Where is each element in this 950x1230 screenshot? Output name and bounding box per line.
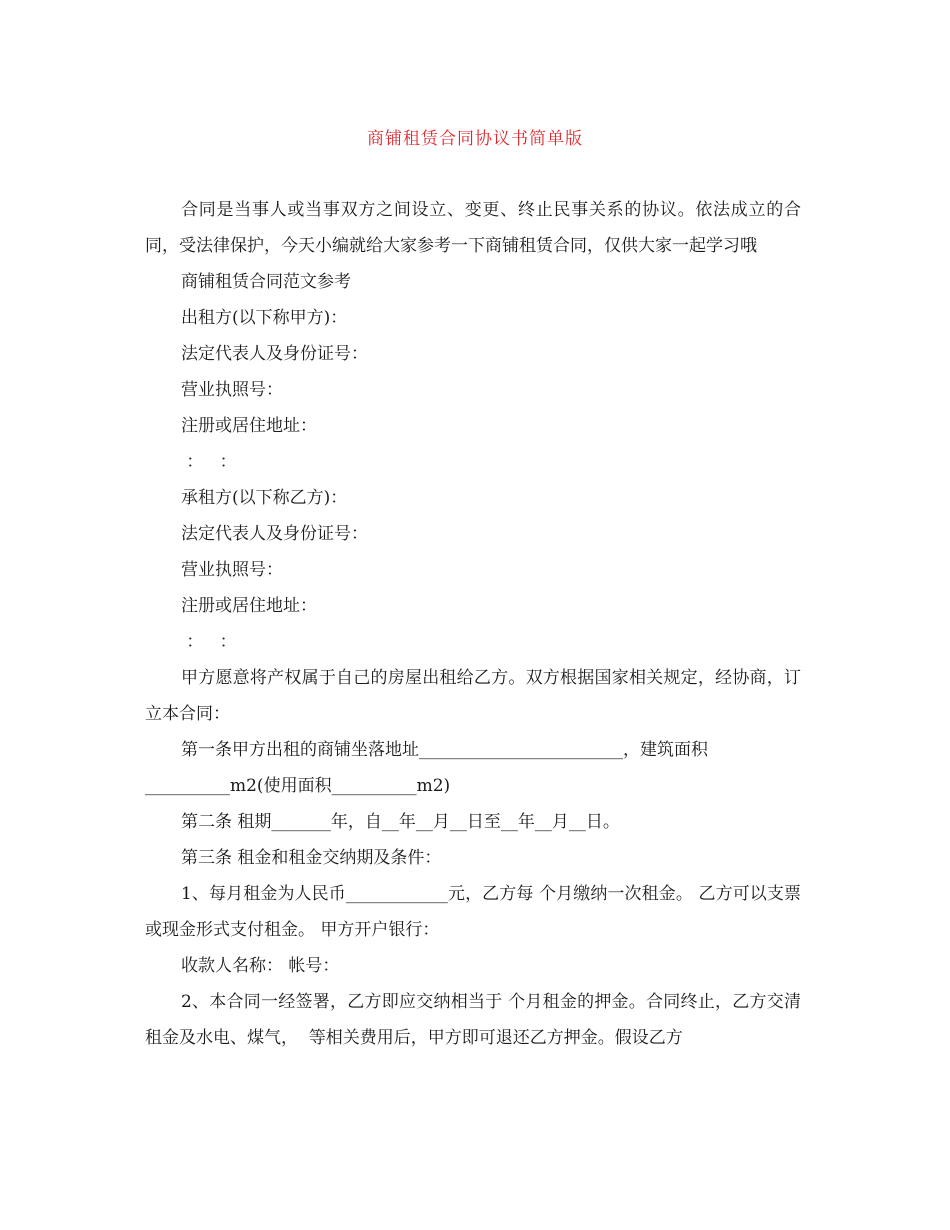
lessor-line: 出租方(以下称甲方)： — [181, 308, 348, 328]
lessor-license-line: 营业执照号： — [181, 380, 283, 400]
lessor-contact-line: ： ： — [181, 452, 237, 472]
lessee-address-line: 注册或居住地址： — [181, 596, 317, 616]
document-body — [145, 192, 801, 1056]
document-title: 商铺租赁合同协议书简单版 — [367, 129, 583, 149]
section-heading: 商铺租赁合同范文参考 — [181, 272, 351, 292]
article-one: 第一条甲方出租的商铺坐落地址________________________，建筑面积 — [181, 740, 708, 760]
article-three-item-one: 1、每月租金为人民币____________元，乙方每 个月缴纳一次租金。 乙方可以支票或现金形式支付租金。 甲方开户银行： — [145, 884, 801, 940]
lessor-address-line: 注册或居住地址： — [181, 416, 317, 436]
intro-paragraph: 合同是当事人或当事双方之间设立、变更、终止民事关系的协议。依法成立的合同，受法律保护，今天小编就给大家参考一下商铺租赁合同，仅供大家一起学习哦 — [145, 200, 801, 256]
payee-line: 收款人名称： 帐号： — [181, 956, 340, 976]
article-one-continued: __________m2(使用面积__________m2) — [145, 776, 451, 796]
article-two: 第二条 租期_______年，自__年__月__日至__年__月__日。 — [181, 812, 620, 832]
agreement-paragraph: 甲方愿意将产权属于自己的房屋出租给乙方。双方根据国家相关规定，经协商，订立本合同： — [145, 668, 801, 724]
article-three-item-two: 2、本合同一经签署，乙方即应交纳相当于 个月租金的押金。合同终止，乙方交清租金及水电、煤气， 等相关费用后，甲方即可退还乙方押金。假设乙方 — [145, 992, 801, 1048]
lessor-representative-line: 法定代表人及身份证号： — [181, 344, 368, 364]
lessee-contact-line: ： ： — [181, 632, 237, 652]
lessee-line: 承租方(以下称乙方)： — [181, 488, 348, 508]
lessee-representative-line: 法定代表人及身份证号： — [181, 524, 368, 544]
lessee-license-line: 营业执照号： — [181, 560, 283, 580]
article-three: 第三条 租金和租金交纳期及条件： — [181, 848, 442, 868]
